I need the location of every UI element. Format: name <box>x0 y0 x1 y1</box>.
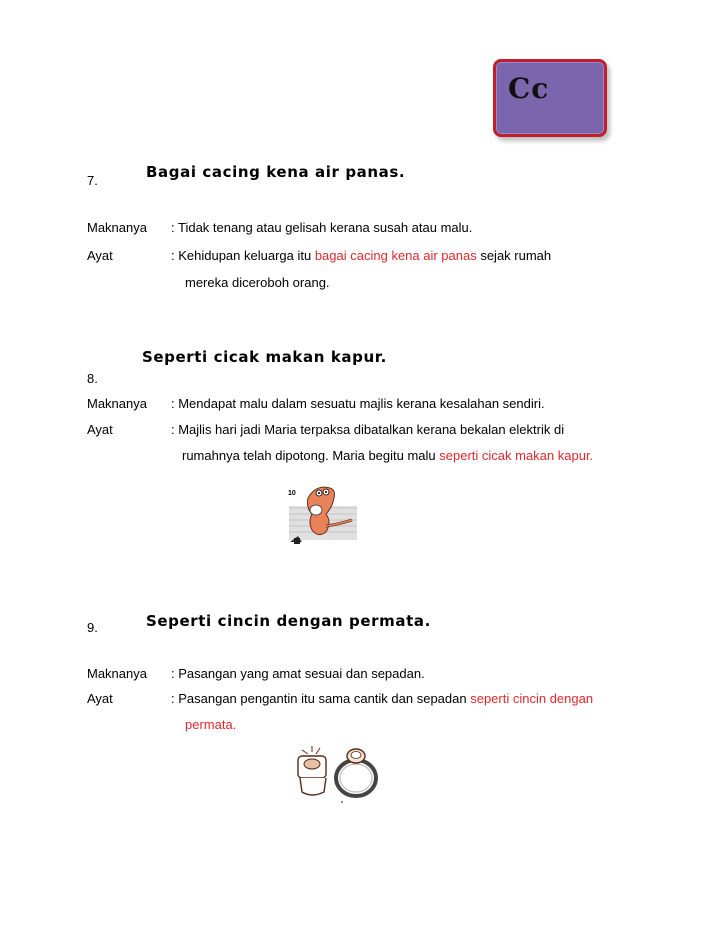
entry-8-ayat-line-1: : Majlis hari jadi Maria terpaksa dibatalkan kerana bekalan elektrik di <box>171 422 565 437</box>
entry-7-number: 7. <box>87 173 98 188</box>
entry-9-title: Seperti cincin dengan permata. <box>146 612 431 630</box>
entry-8-ayat-highlight: seperti cicak makan kapur. <box>439 448 594 463</box>
letter-badge <box>493 59 607 137</box>
entry-7-maknanya: : Tidak tenang atau gelisah kerana susah atau malu. <box>171 220 473 235</box>
entry-9-number: 9. <box>87 620 98 635</box>
entry-9-ayat-highlight: seperti cincin dengan <box>470 691 594 706</box>
entry-9-ayat-label: Ayat <box>87 691 113 706</box>
entry-7-title: Bagai cacing kena air panas. <box>146 163 406 181</box>
illustration-number: 10 <box>288 490 296 497</box>
entry-8-maknanya: : Mendapat malu dalam sesuatu majlis kerana kesalahan sendiri. <box>171 396 545 411</box>
entry-7-ayat-label: Ayat <box>87 248 113 263</box>
entry-7-ayat-text-end: sejak rumah <box>476 248 552 263</box>
entry-9-ayat-line-2: permata. <box>185 717 237 732</box>
entry-7-ayat-text: : Kehidupan keluarga itu <box>171 248 315 263</box>
entry-8-number: 8. <box>87 371 98 386</box>
entry-9-maknanya: : Pasangan yang amat sesuai dan sepadan. <box>171 666 425 681</box>
ring-illustration <box>296 742 384 804</box>
entry-8-ayat-line-2 <box>182 448 593 463</box>
entry-8-ayat-text: rumahnya telah dipotong. Maria begitu malu <box>182 448 440 463</box>
entry-7-maknanya-label: Maknanya <box>87 220 147 235</box>
entry-9-ayat-text: : Pasangan pengantin itu sama cantik dan sepadan <box>171 691 471 706</box>
entry-8-maknanya-label: Maknanya <box>87 396 147 411</box>
badge-letter: Cc <box>508 72 550 105</box>
entry-7-ayat-highlight: bagai cacing kena air panas <box>314 248 477 263</box>
entry-8-ayat-label: Ayat <box>87 422 113 437</box>
lizard-eating-chalk-illustration <box>286 478 360 548</box>
entry-9-ayat-line-1 <box>171 691 593 706</box>
entry-9-maknanya-label: Maknanya <box>87 666 147 681</box>
entry-7-ayat-line-2: mereka diceroboh orang. <box>185 275 330 290</box>
entry-8-title: Seperti cicak makan kapur. <box>142 348 387 366</box>
entry-7-ayat-line-1 <box>171 248 551 263</box>
